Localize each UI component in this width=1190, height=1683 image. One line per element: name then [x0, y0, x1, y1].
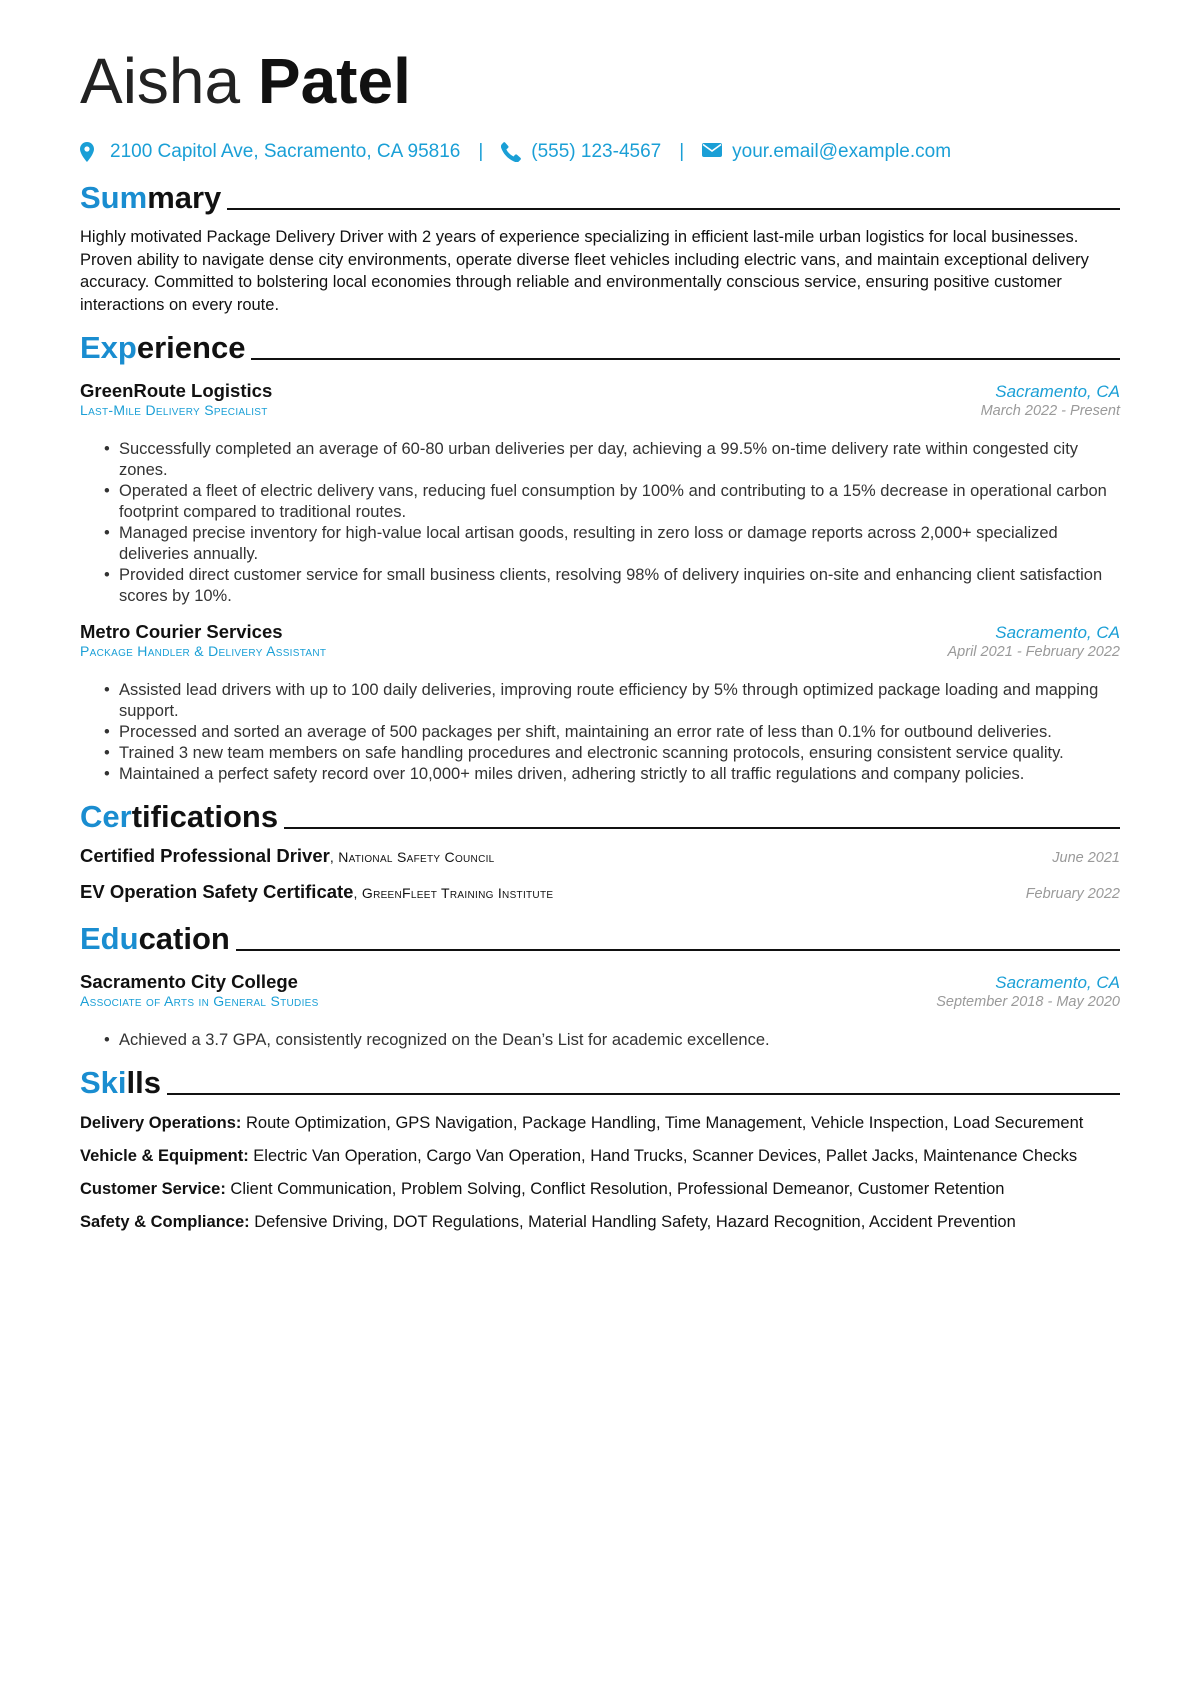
- address-text: 2100 Capitol Ave, Sacramento, CA 95816: [110, 141, 461, 162]
- section-divider: [251, 358, 1120, 360]
- section-title-accent: Sum: [80, 180, 148, 215]
- section-title-rest: cation: [138, 921, 230, 957]
- certification-issuer-sep: ,: [329, 849, 339, 866]
- section-divider: [227, 208, 1120, 210]
- bullet-item: • Operated a fleet of electric delivery vans, reducing fuel consumption by 100% and contributing to a 15% decrease in operational carbon footprint compared to traditional routes.: [80, 481, 1120, 523]
- company-name: Metro Courier Services: [80, 621, 283, 643]
- skill-line: [80, 1112, 1120, 1134]
- education-heading: [80, 919, 1120, 957]
- candidate-name: [80, 42, 1120, 120]
- job-dates: March 2022 - Present: [980, 403, 1120, 420]
- contact-email[interactable]: [702, 141, 951, 163]
- bullet-item: • Assisted lead drivers with up to 100 daily deliveries, improving route efficiency by 5% through optimized package loading and mapping support.: [80, 680, 1120, 722]
- bullet-item: • Processed and sorted an average of 500 packages per shift, maintaining an error rate of less than 0.1% for outbound deliveries.: [80, 722, 1120, 743]
- degree-title: Associate of Arts in General Studies: [80, 993, 319, 1010]
- school-name: Sacramento City College: [80, 971, 298, 993]
- school-location: Sacramento, CA: [995, 973, 1120, 993]
- phone-icon: [501, 142, 521, 162]
- skill-line: [80, 1145, 1120, 1167]
- skills-heading: [80, 1063, 1120, 1101]
- section-title-rest: lls: [126, 1065, 161, 1101]
- section-title: [80, 921, 230, 957]
- job-dates: April 2021 - February 2022: [947, 644, 1120, 661]
- skill-items: Electric Van Operation, Cargo Van Operation, Hand Trucks, Scanner Devices, Pallet Jacks, Maintenance Checks: [253, 1147, 1078, 1166]
- section-title-rest: erience: [136, 330, 246, 366]
- certifications-heading: [80, 797, 1120, 835]
- bullet-list: [80, 439, 1120, 607]
- skill-category: Customer Service:: [80, 1180, 226, 1199]
- bullet-item: • Successfully completed an average of 60-80 urban deliveries per day, achieving a 99.5% on-time delivery rate within congested city zones.: [80, 439, 1120, 481]
- certification-date: February 2022: [1025, 886, 1120, 903]
- envelope-icon: [702, 142, 722, 162]
- map-marker-icon: [80, 142, 100, 162]
- section-title: [80, 799, 278, 835]
- summary-heading: [80, 178, 1120, 216]
- bullet-list: [80, 1030, 1120, 1051]
- bullet-item: • Provided direct customer service for small business clients, resolving 98% of delivery inquiries on-site and enhancing client satisfaction scores by 10%.: [80, 565, 1120, 607]
- skill-items: Client Communication, Problem Solving, Conflict Resolution, Professional Demeanor, Customer Retention: [230, 1180, 1005, 1199]
- bullet-list: [80, 680, 1120, 785]
- experience-entry: [80, 380, 1120, 607]
- education-dates: September 2018 - May 2020: [936, 994, 1120, 1011]
- summary-text: Highly motivated Package Delivery Driver with 2 years of experience specializing in efficient last-mile urban logistics for local businesses. Proven ability to navigate dense city environments, operate diverse fleet vehicles including electric vans, and maintain exceptional delivery accuracy. Committed to bolstering local economies through reliable and environmentally conscious service, ensuring positive customer interactions on every route.: [80, 228, 1089, 314]
- certification-issuer-sep: ,: [353, 885, 362, 902]
- contact-phone[interactable]: [501, 141, 661, 163]
- section-title-accent: Exp: [80, 330, 137, 366]
- section-divider: [284, 827, 1120, 829]
- job-title: Package Handler & Delivery Assistant: [80, 643, 327, 660]
- certification-name: EV Operation Safety Certificate: [80, 881, 354, 903]
- section-title: [80, 1065, 161, 1101]
- email-text: your.email@example.com: [732, 141, 952, 162]
- section-title-rest: mary: [147, 180, 222, 215]
- phone-text: (555) 123-4567: [531, 141, 662, 162]
- contact-separator: |: [679, 141, 685, 162]
- section-title: [80, 180, 221, 216]
- certification-name: Certified Professional Driver: [80, 845, 330, 867]
- contact-separator: |: [478, 141, 484, 162]
- certification-issuer: National Safety Council: [338, 849, 495, 866]
- job-location: Sacramento, CA: [995, 623, 1120, 643]
- section-title-accent: Ski: [80, 1065, 127, 1101]
- skill-category: Delivery Operations:: [80, 1114, 242, 1133]
- section-title-accent: Cer: [80, 799, 132, 835]
- contact-bar: [80, 138, 1120, 166]
- section-divider: [167, 1093, 1120, 1095]
- skill-line: [80, 1178, 1120, 1200]
- skill-items: Route Optimization, GPS Navigation, Package Handling, Time Management, Vehicle Inspection, Load Securement: [245, 1114, 1084, 1133]
- section-title-accent: Edu: [80, 921, 139, 957]
- last-name: Patel: [257, 45, 411, 117]
- certification-entry: [80, 881, 1120, 907]
- certification-entry: [80, 845, 1120, 871]
- certification-issuer: GreenFleet Training Institute: [361, 885, 554, 902]
- skill-line: [80, 1211, 1120, 1233]
- company-name: GreenRoute Logistics: [80, 380, 273, 402]
- resume-content: [80, 42, 1120, 1233]
- section-divider: [236, 949, 1120, 951]
- certification-date: June 2021: [1052, 850, 1120, 867]
- job-location: Sacramento, CA: [995, 382, 1120, 402]
- skill-items: Defensive Driving, DOT Regulations, Material Handling Safety, Hazard Recognition, Accident Prevention: [254, 1213, 1016, 1232]
- experience-entry: [80, 621, 1120, 785]
- first-name: Aisha: [80, 45, 241, 117]
- bullet-item: • Achieved a 3.7 GPA, consistently recognized on the Dean’s List for academic excellence.: [80, 1030, 1120, 1051]
- job-title: Last-Mile Delivery Specialist: [80, 402, 268, 419]
- section-title-rest: tifications: [131, 799, 279, 835]
- bullet-item: • Managed precise inventory for high-value local artisan goods, resulting in zero loss or damage reports across 2,000+ specialized deliveries annually.: [80, 523, 1120, 565]
- skill-category: Safety & Compliance:: [80, 1213, 250, 1232]
- bullet-item: • Maintained a perfect safety record over 10,000+ miles driven, adhering strictly to all traffic regulations and company policies.: [80, 764, 1120, 785]
- bullet-item: • Trained 3 new team members on safe handling procedures and electronic scanning protocols, ensuring consistent service quality.: [80, 743, 1120, 764]
- section-title: [80, 330, 245, 366]
- experience-heading: [80, 328, 1120, 366]
- contact-address: [80, 141, 460, 163]
- education-entry: [80, 971, 1120, 1051]
- skill-category: Vehicle & Equipment:: [80, 1147, 249, 1166]
